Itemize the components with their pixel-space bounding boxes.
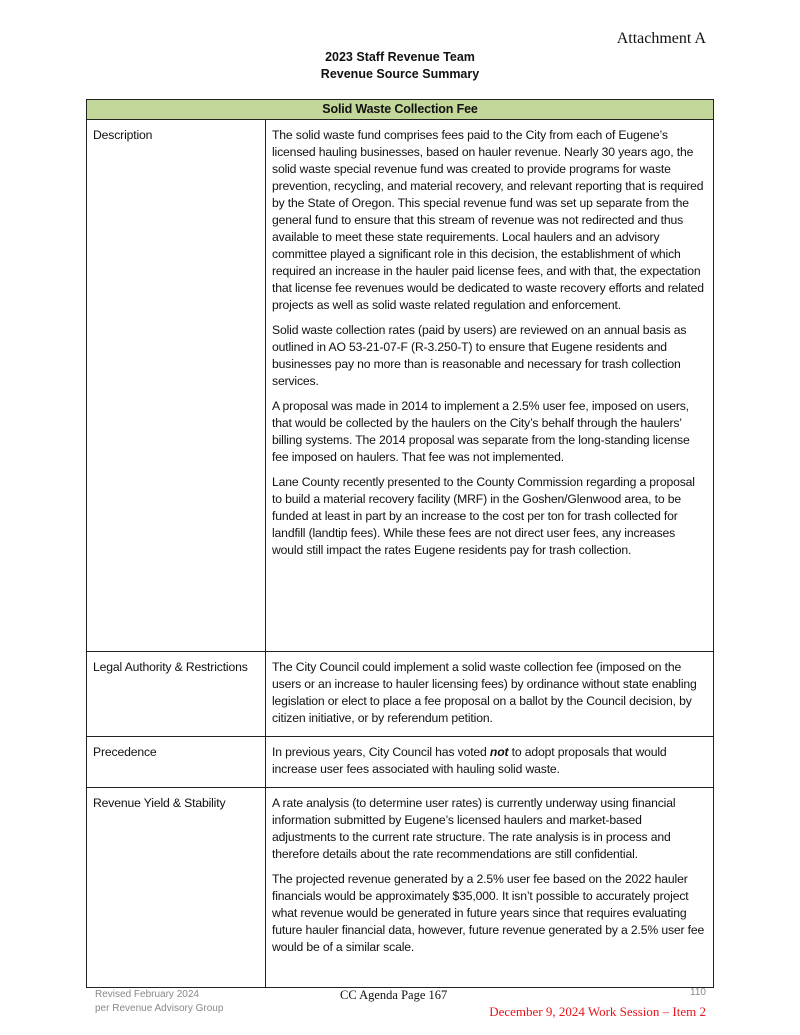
- paragraph: The City Council could implement a solid waste collection fee (imposed on the users or an increase to hauler licensing fees) by ordinance without state enabling legislation or elect to place a fee proposal on a ballot by the Council decision, by citizen initiative, or by referendum petition.: [272, 660, 697, 725]
- paragraph: The solid waste fund comprises fees paid to the City from each of Eugene’s licensed hauling businesses, based on hauler revenue. Nearly 30 years ago, the solid waste special revenue fund was created to provide programs for waste prevention, recycling, and material recovery, and relevant reporting that is required by the State of Oregon. This special revenue fund was set up separate from the general fund to ensure that this stream of revenue was not redirected and thus available to meet these state requirements. Local haulers and an advisory committee played a significant role in this decision, the establishment of which required an increase in the hauler paid license fees, and with that, the expectation that license fee revenues would be dedicated to waste recovery efforts and related projects as well as solid waste related regulation and enforcement.: [272, 128, 704, 312]
- table-heading: Solid Waste Collection Fee: [87, 100, 714, 120]
- document-title: [0, 49, 800, 83]
- page-number: 110: [690, 987, 706, 998]
- paragraph: A rate analysis (to determine user rates) is currently underway using financial information submitted by Eugene’s licensed haulers and market-based adjustments to the current rate structure. The rate analysis is in process and therefore details about the rate recommendations are still confidential.: [272, 796, 676, 861]
- row-label: Description: [87, 120, 266, 652]
- row-label: Legal Authority & Restrictions: [87, 652, 266, 737]
- row-content: [266, 652, 714, 737]
- summary-table: [86, 99, 714, 988]
- table-row: [87, 652, 714, 737]
- agenda-page: CC Agenda Page 167: [340, 988, 448, 1002]
- text: to adopt proposals that would increase user fees associated with hauling solid waste.: [272, 745, 667, 776]
- subtitle: Revenue Source Summary: [320, 67, 480, 81]
- attachment-label: Attachment A: [616, 30, 706, 47]
- paragraph: The projected revenue generated by a 2.5% user fee based on the 2022 hauler financials would be approximately $35,000. It isn’t possible to accurately project what revenue would be generated in future years since that requires evaluating future hauler financial data, however, future revenue generated by a 2.5% user fee would be of a similar scale.: [272, 872, 705, 954]
- table-row: [87, 788, 714, 988]
- paragraph: Solid waste collection rates (paid by users) are reviewed on an annual basis as outlined in AO 53-21-07-F (R-3.250-T) to ensure that Eugene residents and businesses pay no more than is reasonable and necessary for trash collection services.: [272, 323, 687, 388]
- revision-line: per Revenue Advisory Group: [95, 1003, 224, 1014]
- paragraph: A proposal was made in 2014 to implement a 2.5% user fee, imposed on users, that would be collected by the haulers on the City’s behalf through the haulers’ billing systems. The 2014 proposal was separate from the long-standing license fee imposed on haulers. That fee was not implemented.: [272, 399, 690, 464]
- work-session-label: December 9, 2024 Work Session – Item 2: [489, 1004, 706, 1019]
- title: 2023 Staff Revenue Team: [325, 50, 475, 64]
- revision-note: [95, 988, 223, 1016]
- text: In previous years, City Council has voted: [272, 745, 490, 759]
- paragraph: Lane County recently presented to the County Commission regarding a proposal to build a material recovery facility (MRF) in the Goshen/Glenwood area, to be funded at least in part by an increase to the cost per ton for trash collected for landfill (landtip fees). While these fees are not direct user fees, any increases would still impact the rates Eugene residents pay for trash collection.: [272, 475, 695, 557]
- paragraph: [272, 744, 707, 778]
- emphasis: not: [489, 745, 509, 759]
- table-row: [87, 737, 714, 788]
- row-content: [266, 788, 714, 988]
- revision-line: Revised February 2024: [95, 989, 199, 1000]
- row-content: [266, 737, 714, 788]
- row-label: Revenue Yield & Stability: [87, 788, 266, 988]
- row-label: Precedence: [87, 737, 266, 788]
- table-row: [87, 120, 714, 652]
- row-content: [266, 120, 714, 652]
